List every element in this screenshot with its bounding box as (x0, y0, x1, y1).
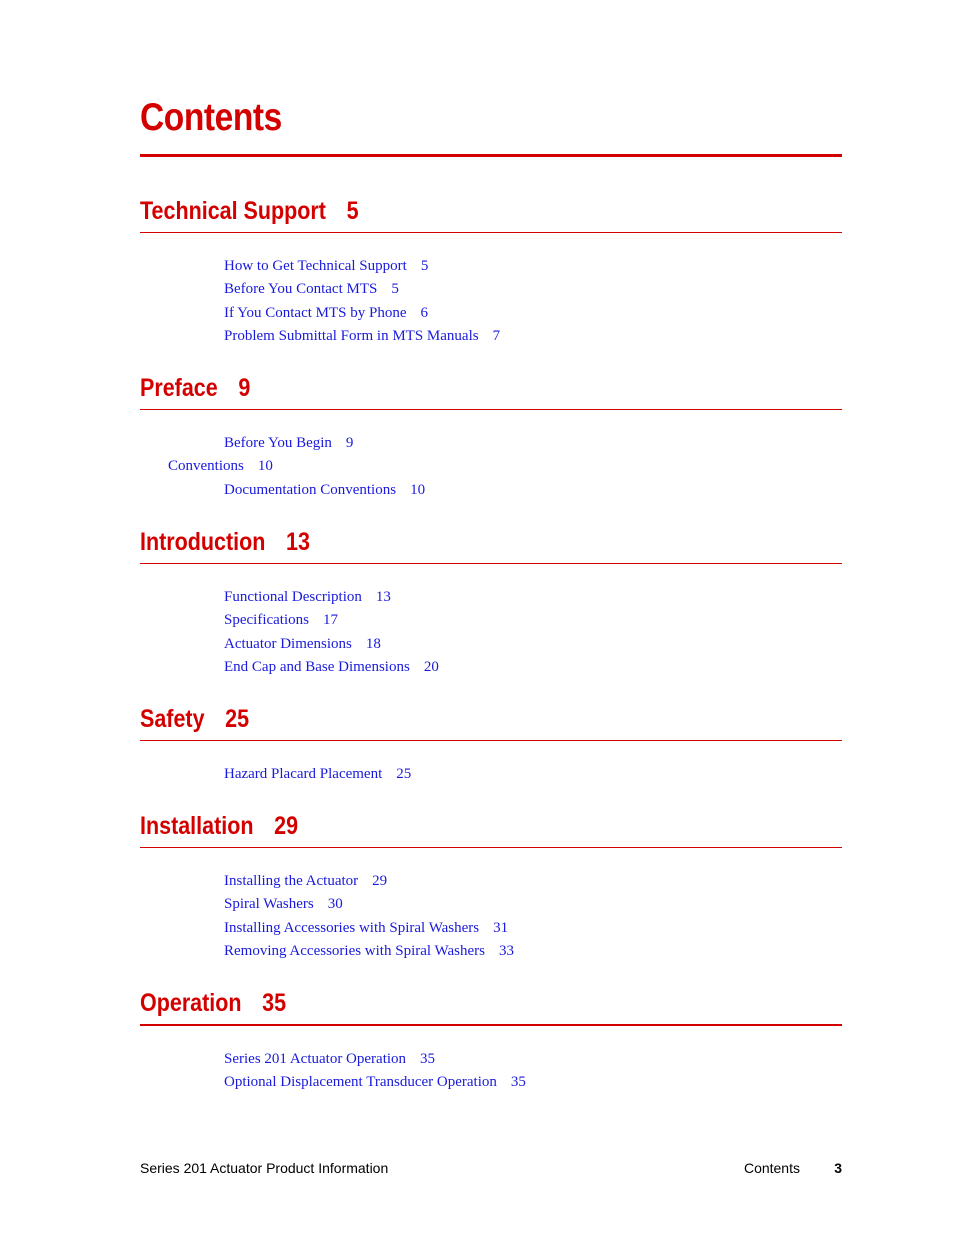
toc-entry[interactable] (140, 893, 842, 916)
toc-entry-label: How to Get Technical Support (224, 258, 407, 274)
toc-entry[interactable] (140, 870, 842, 893)
page-footer (140, 1160, 842, 1178)
toc-entry-label: Documentation Conventions (224, 481, 397, 498)
toc-entry-label: Conventions (168, 458, 244, 475)
section-heading-label: Installation (140, 812, 254, 840)
section-heading-page: 35 (262, 989, 287, 1017)
toc-entry[interactable] (140, 1048, 842, 1071)
toc-entry-label: If You Contact MTS by Phone (224, 304, 407, 321)
toc-entry-label: Removing Accessories with Spiral Washers (224, 942, 485, 959)
section-rule (140, 409, 842, 410)
page-title: Contents (140, 96, 282, 139)
toc-entry-page: 25 (396, 766, 412, 782)
section-installation (140, 811, 842, 963)
toc-entry[interactable] (140, 917, 842, 940)
toc-entry-page: 20 (423, 658, 439, 675)
toc-entry-label: Before You Begin (224, 435, 332, 451)
toc-entry-label: Installing Accessories with Spiral Washers (224, 919, 480, 936)
section-operation (140, 988, 842, 1095)
toc-entry-page: 6 (420, 304, 429, 321)
toc-entry[interactable] (140, 432, 842, 455)
section-heading-page: 25 (225, 705, 250, 733)
section-introduction (140, 527, 842, 679)
toc-entry-list (140, 255, 842, 348)
toc-entry-label: End Cap and Base Dimensions (224, 658, 410, 675)
section-rule (140, 1024, 842, 1026)
toc-entry-page: 10 (410, 481, 426, 498)
section-rule (140, 563, 842, 564)
section-technical-support (140, 196, 842, 348)
section-rule (140, 847, 842, 848)
section-heading-label: Operation (140, 989, 242, 1017)
toc-entry-page: 10 (257, 458, 273, 475)
section-heading[interactable] (140, 704, 744, 734)
toc-entry-page: 33 (498, 942, 514, 959)
footer-chapter-name: Contents (743, 1160, 800, 1176)
toc-entry-list (140, 1048, 842, 1095)
toc-entry[interactable] (140, 325, 842, 348)
toc-entry-list (140, 432, 842, 502)
toc-entry-label: Series 201 Actuator Operation (224, 1051, 407, 1067)
toc-entry[interactable] (140, 278, 842, 301)
toc-entry[interactable] (140, 940, 842, 963)
toc-entry[interactable] (140, 609, 842, 632)
section-rule (140, 740, 842, 741)
toc-entry-page: 30 (327, 896, 343, 913)
toc-entry-label: Specifications (224, 612, 309, 629)
section-heading[interactable] (140, 196, 744, 226)
toc-entry-page: 13 (375, 589, 391, 605)
section-safety (140, 704, 842, 786)
title-rule (140, 154, 842, 157)
toc-entry-page: 29 (372, 873, 388, 889)
section-rule (140, 232, 842, 233)
toc-entry[interactable] (140, 479, 842, 502)
toc-entry[interactable] (140, 302, 842, 325)
section-heading-label: Technical Support (140, 197, 326, 225)
toc-entry[interactable] (140, 763, 842, 786)
section-heading-label: Safety (140, 705, 205, 733)
toc-entry-label: Hazard Placard Placement (224, 766, 383, 782)
toc-entry-page: 5 (391, 281, 399, 298)
toc-entry[interactable] (140, 1071, 842, 1094)
toc-entry-label: Problem Submittal Form in MTS Manuals (224, 327, 479, 344)
section-heading[interactable] (140, 373, 744, 403)
toc-entry[interactable] (140, 255, 842, 278)
section-heading-label: Preface (140, 374, 218, 402)
toc-entry-page: 18 (365, 635, 381, 652)
toc-entry-label: Optional Displacement Transducer Operation (224, 1074, 497, 1091)
section-preface (140, 373, 842, 502)
toc-entry-page: 35 (420, 1051, 436, 1067)
toc-entry-page: 31 (493, 919, 509, 936)
section-heading-page: 5 (346, 197, 359, 225)
toc-entry-list (140, 870, 842, 963)
toc-entry-page: 9 (345, 435, 354, 451)
section-heading[interactable] (140, 527, 744, 557)
section-heading-page: 13 (286, 528, 310, 556)
section-heading-label: Introduction (140, 528, 266, 556)
toc-entry-list (140, 763, 842, 786)
section-heading[interactable] (140, 811, 744, 841)
toc-entry-page: 7 (492, 327, 501, 344)
section-heading-page: 29 (274, 812, 299, 840)
toc-entry-label: Spiral Washers (224, 896, 314, 913)
toc-entry-label: Functional Description (224, 589, 362, 605)
toc-entry-page: 5 (420, 258, 429, 274)
toc-entry-page: 17 (322, 612, 338, 629)
toc-entry-list (140, 586, 842, 679)
toc-entry-label: Before You Contact MTS (224, 281, 378, 298)
toc-entry[interactable] (140, 455, 842, 478)
toc-entry[interactable] (140, 633, 842, 656)
section-heading-page: 9 (238, 374, 251, 402)
toc-entry-page: 35 (510, 1074, 526, 1091)
toc-entry[interactable] (140, 586, 842, 609)
footer-page-number: 3 (834, 1160, 842, 1176)
footer-document-title: Series 201 Actuator Product Information (140, 1160, 389, 1176)
toc-entry-label: Actuator Dimensions (224, 635, 352, 652)
toc-entry-label: Installing the Actuator (224, 873, 359, 889)
section-heading[interactable] (140, 988, 744, 1018)
toc-entry[interactable] (140, 656, 842, 679)
